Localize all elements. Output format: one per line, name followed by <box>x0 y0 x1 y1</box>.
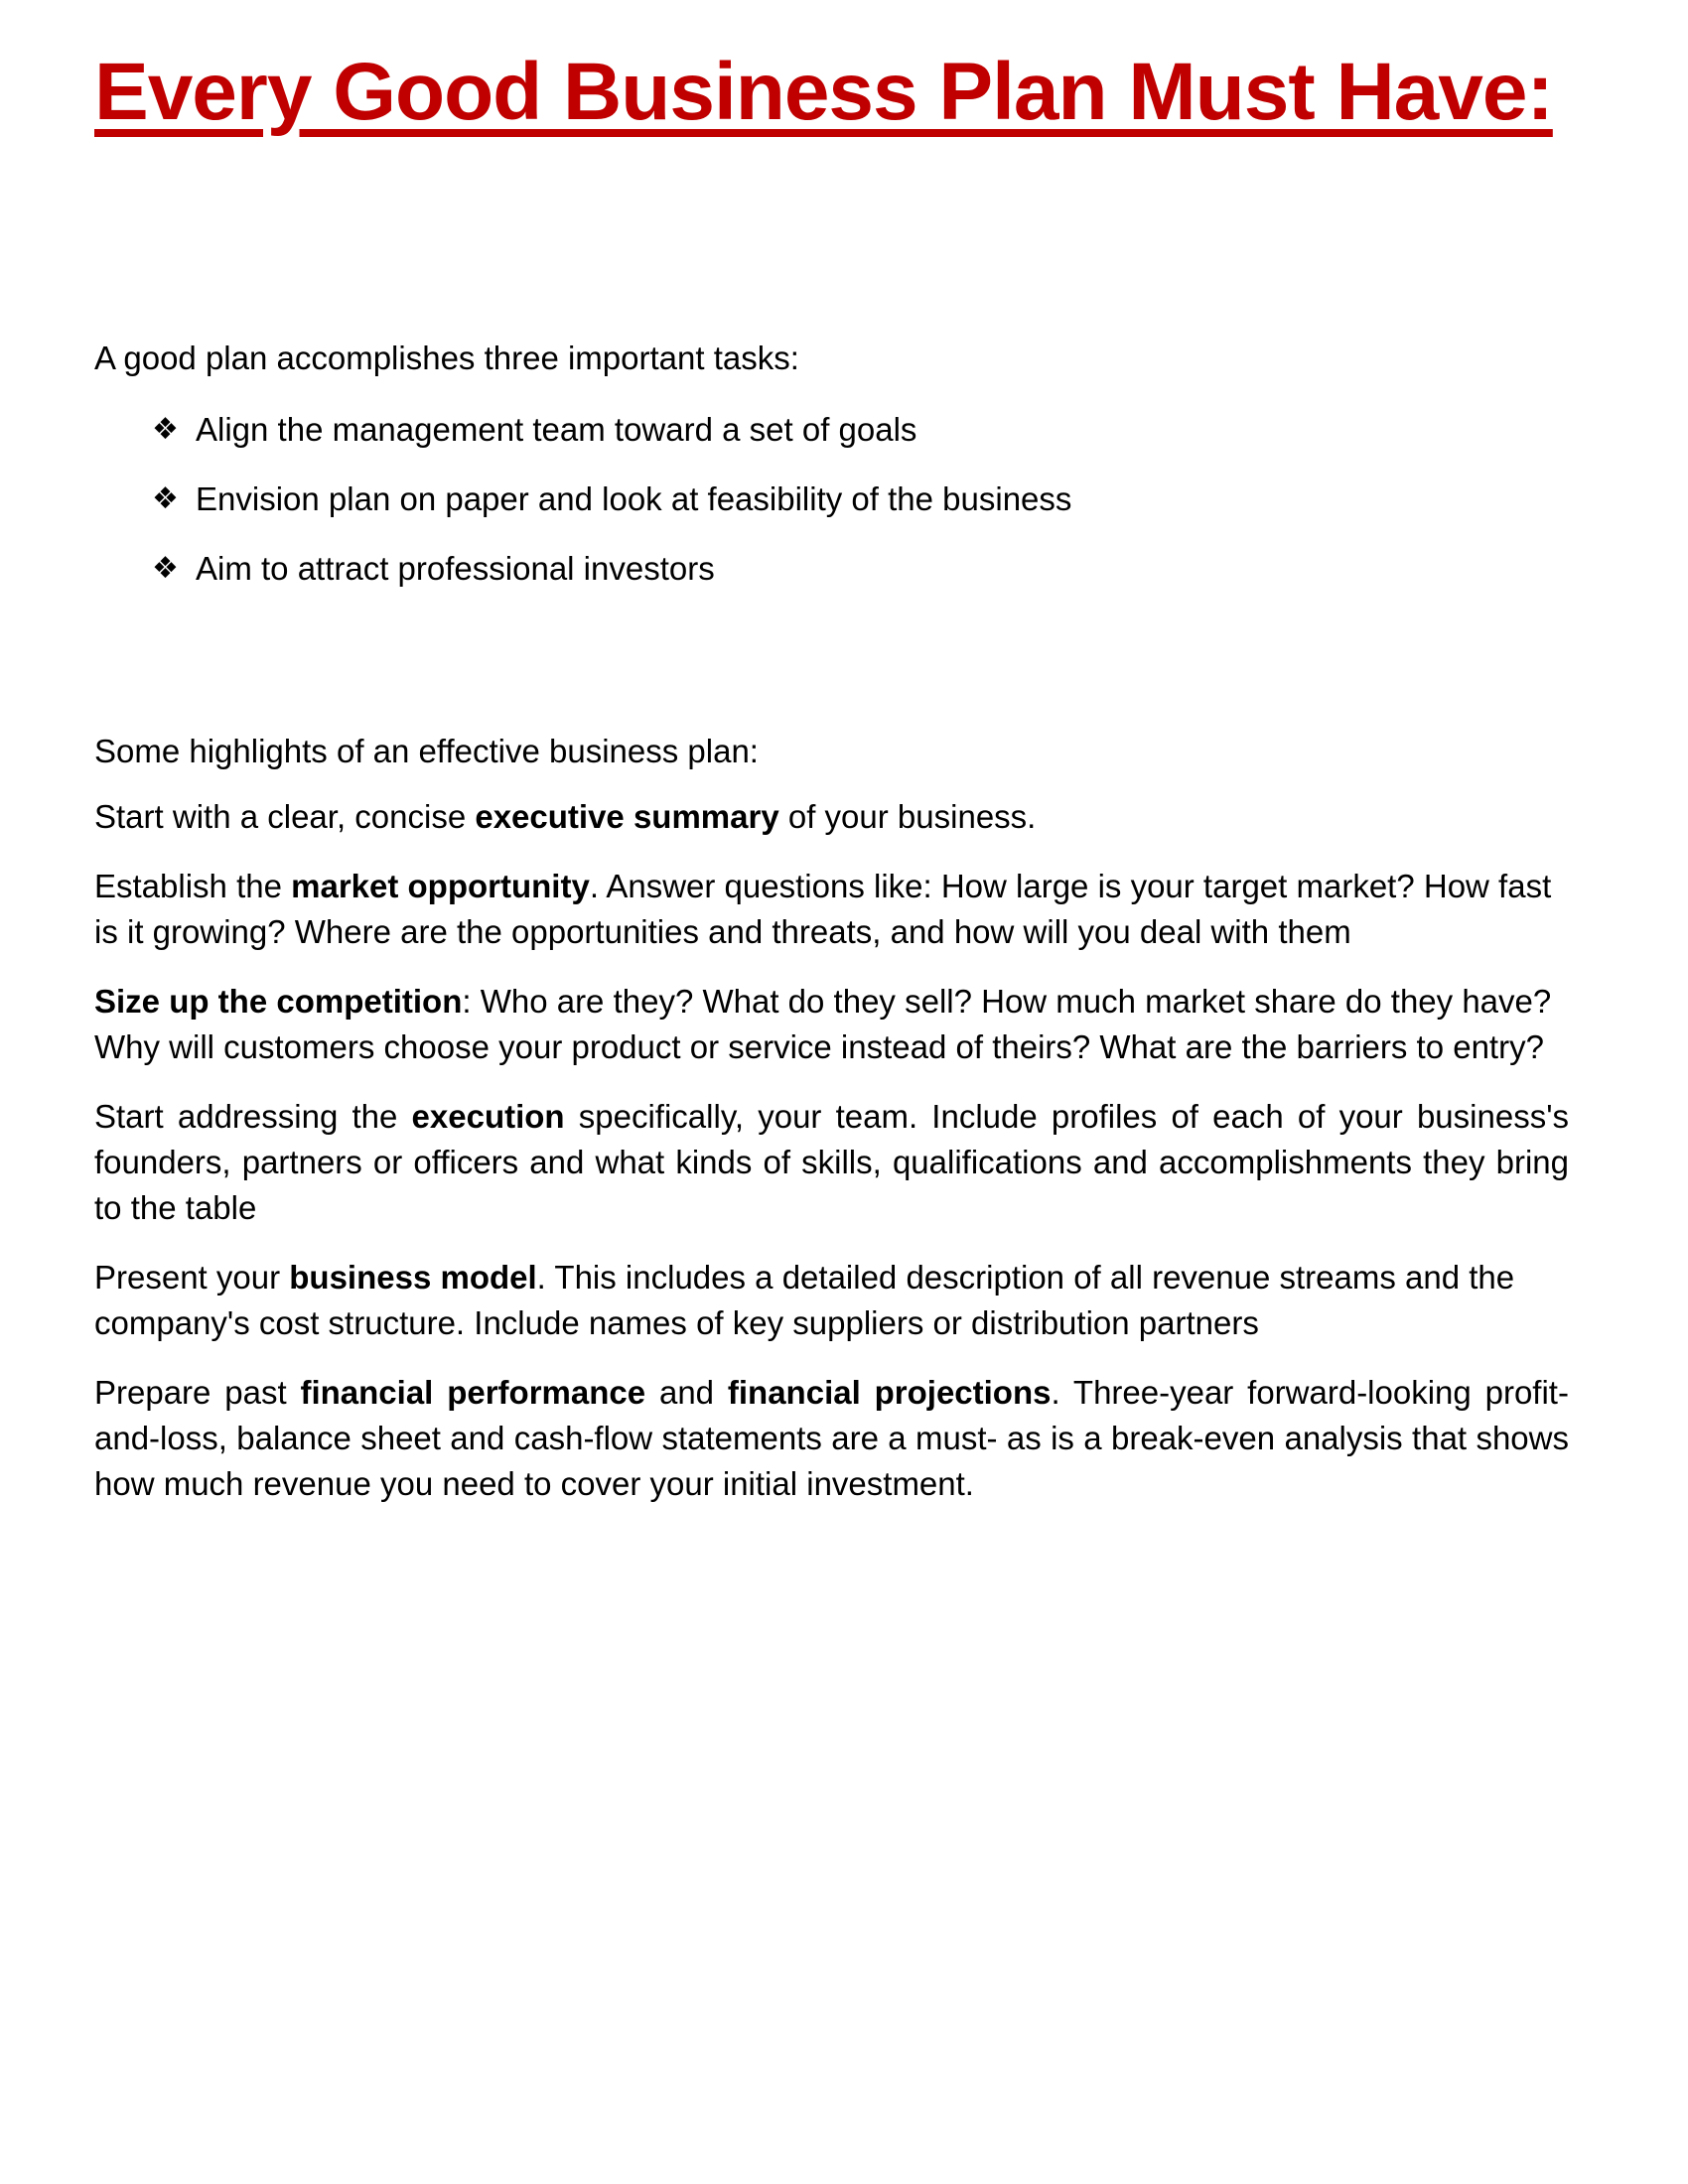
bullet-text: Aim to attract professional investors <box>196 550 715 588</box>
paragraph-competition: Size up the competition: Who are they? What do they sell? How much market share do they have? Why will customers choose your product or service instead of theirs? What are the barriers to entry? <box>94 983 1552 1066</box>
intro-section <box>94 336 1569 592</box>
paragraph-financials: Prepare past financial performance and financial projections. Three-year forward-looking profit-and-loss, balance sheet and cash-flow statements are a must- as is a break-even analysis that shows how much revenue you need to cover your initial investment. <box>94 1374 1569 1503</box>
paragraph-executive-summary: Start with a clear, concise executive summary of your business. <box>94 798 1037 836</box>
diamond-bullet-icon: ❖ <box>152 552 179 586</box>
list-item <box>152 546 1569 592</box>
intro-lead-text: A good plan accomplishes three important tasks: <box>94 340 799 377</box>
diamond-bullet-icon: ❖ <box>152 413 179 447</box>
highlights-lead-text: Some highlights of an effective business plan: <box>94 733 759 770</box>
bullet-text: Align the management team toward a set of goals <box>196 411 917 449</box>
page-title: Every Good Business Plan Must Have: <box>94 47 1553 137</box>
list-item <box>152 477 1569 522</box>
bullet-list <box>94 407 1569 592</box>
highlights-section <box>94 729 1569 1507</box>
paragraph-market-opportunity: Establish the market opportunity. Answer questions like: How large is your target market? How fast is it growing? Where are the opportunities and threats, and how will you deal with them <box>94 868 1552 951</box>
paragraph-execution: Start addressing the execution specifically, your team. Include profiles of each of your business's founders, partners or officers and what kinds of skills, qualifications and accomplishments they bring to the table <box>94 1098 1569 1227</box>
paragraph-business-model: Present your business model. This includes a detailed description of all revenue streams and the company's cost structure. Include names of key suppliers or distribution partners <box>94 1259 1515 1342</box>
bullet-text: Envision plan on paper and look at feasibility of the business <box>196 480 1072 518</box>
list-item <box>152 407 1569 453</box>
diamond-bullet-icon: ❖ <box>152 482 179 516</box>
